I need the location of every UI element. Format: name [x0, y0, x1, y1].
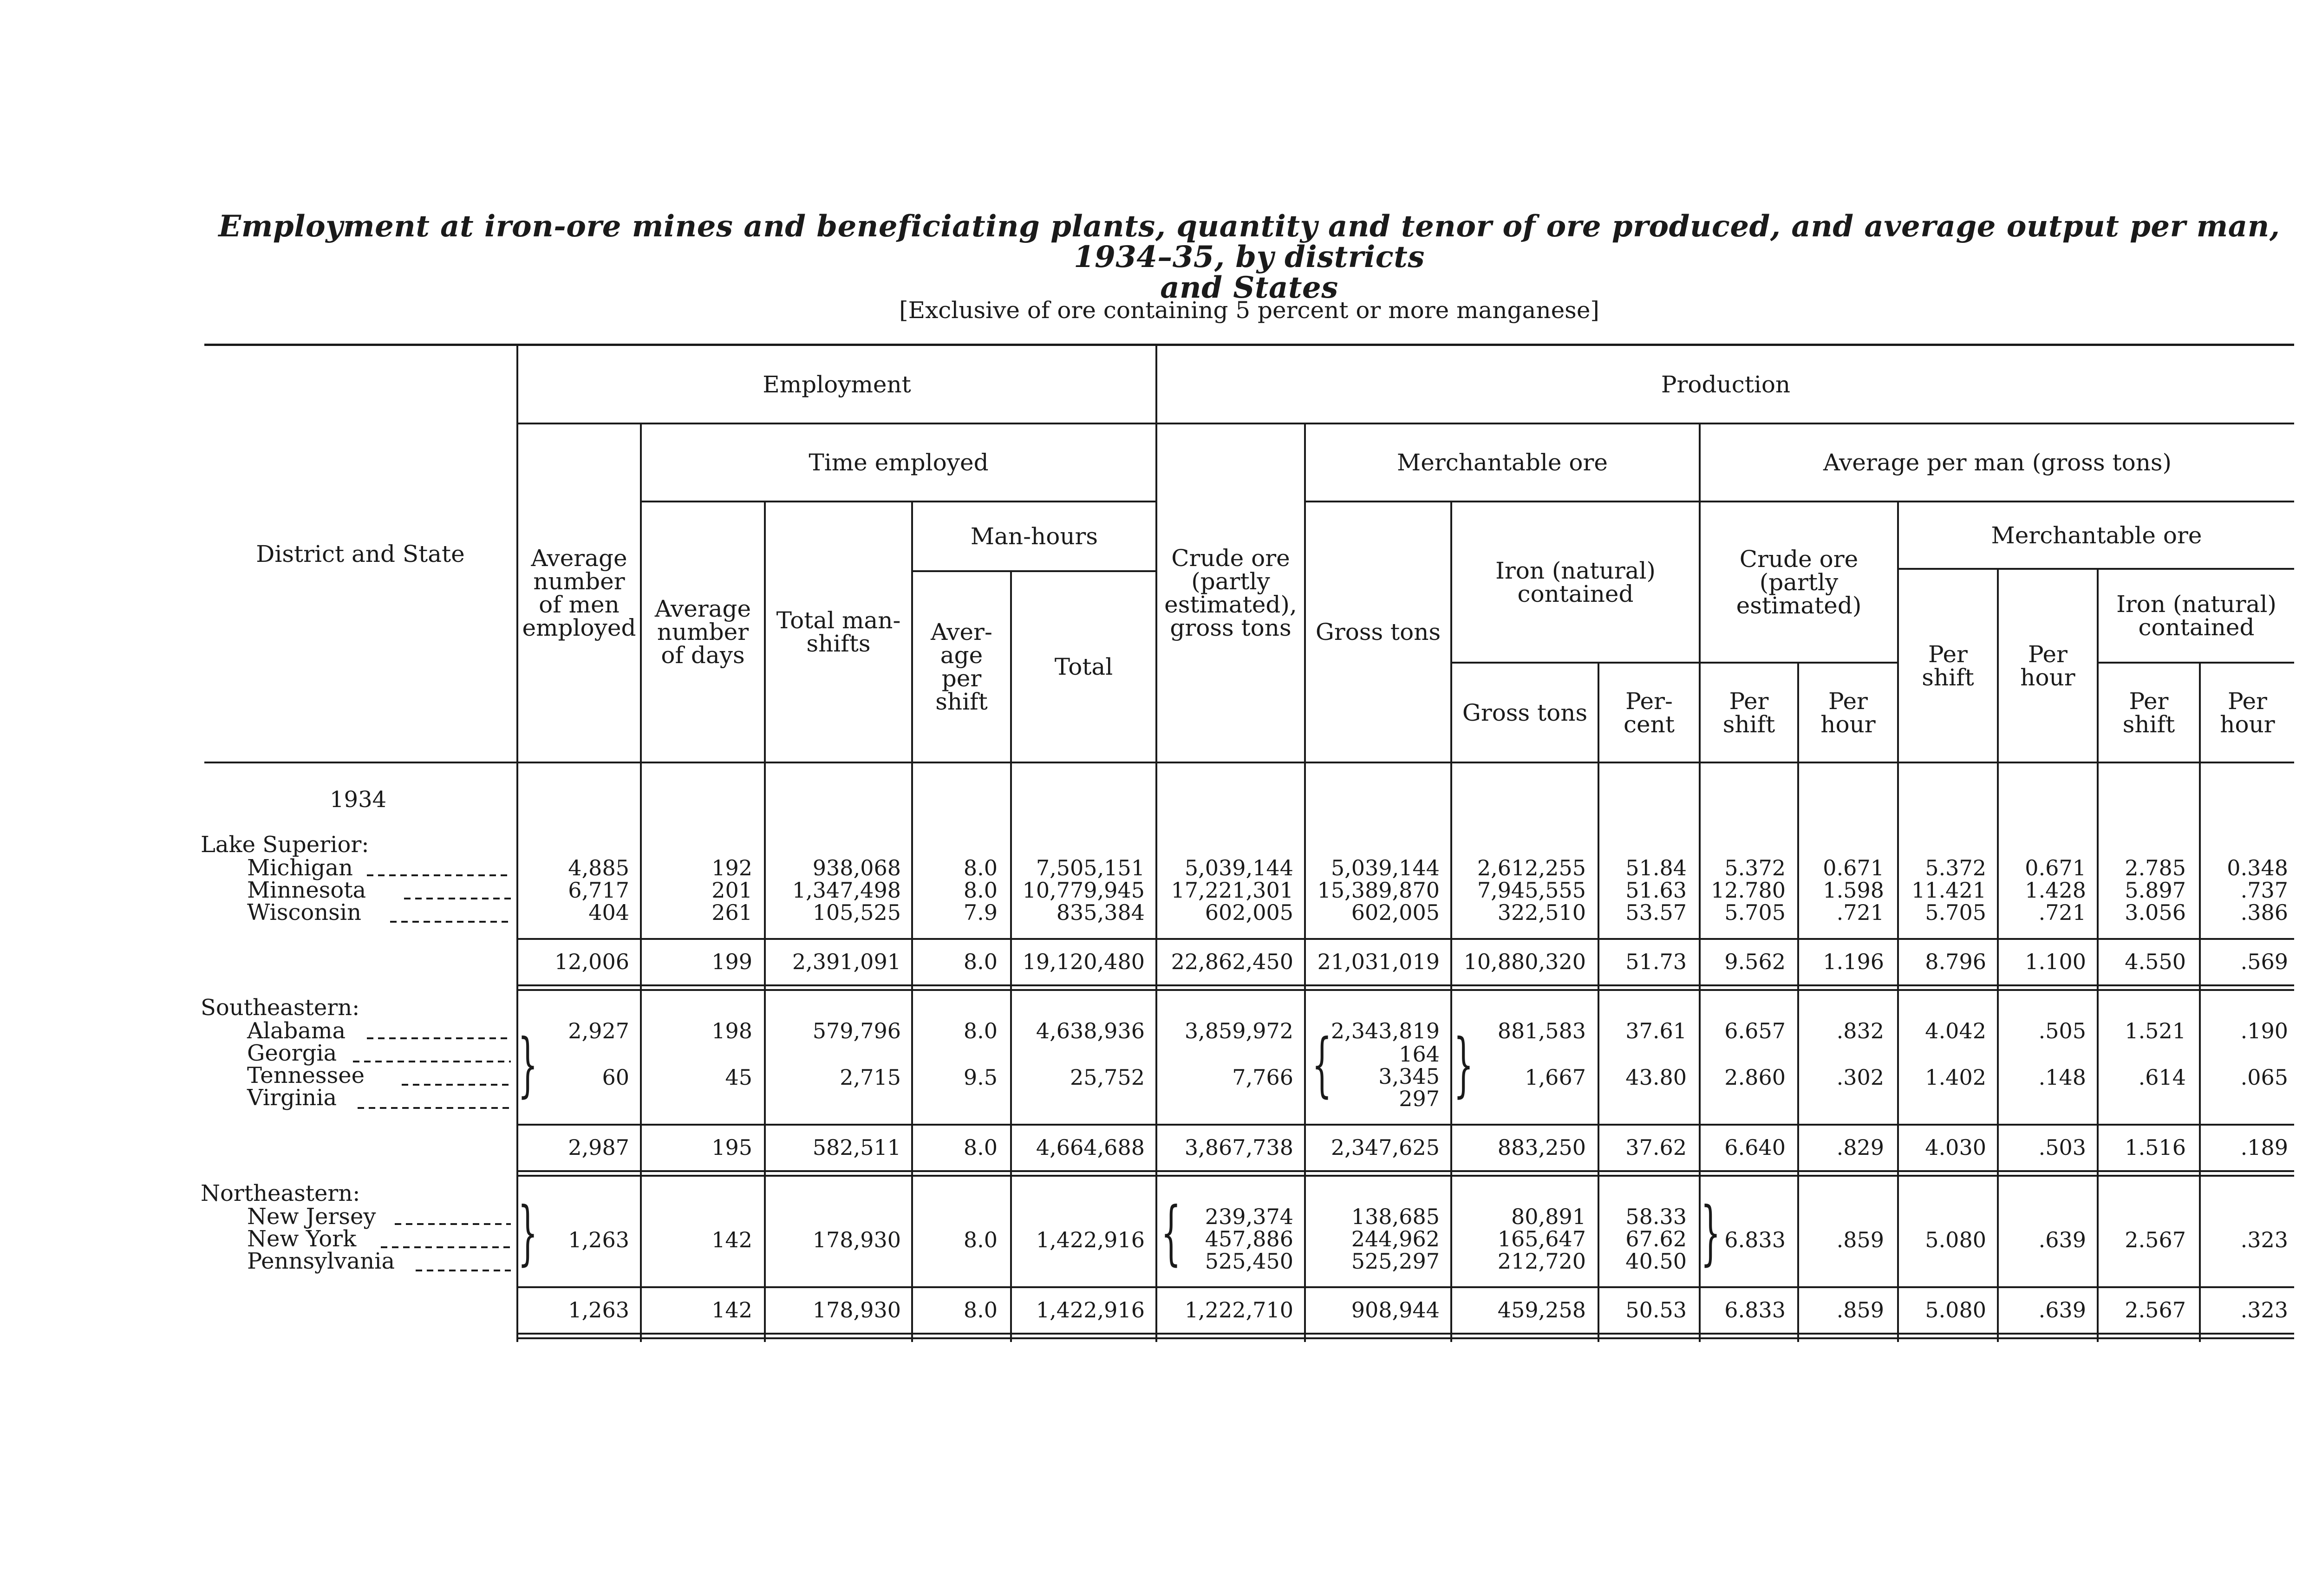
ne-total-m-hour: .639 [2038, 1297, 2086, 1322]
se-group-i-hour: .065 [2240, 1065, 2288, 1090]
header-avg-per-man: Average per man (gross tons) [1823, 449, 2172, 476]
ne-total-c-shift: 6.833 [1724, 1297, 1786, 1322]
header-apm-iron-shift: Per shift [2122, 687, 2175, 738]
se-alabama-iron-pct: 37.61 [1625, 1018, 1687, 1043]
ls-total-iron-pct: 51.73 [1625, 949, 1687, 974]
se-total-crude: 3,867,738 [1184, 1135, 1293, 1160]
se-total-m-hour: .503 [2038, 1135, 2086, 1160]
ls-total-i-hour: .569 [2240, 949, 2288, 974]
se-alabama-men: 2,927 [568, 1018, 629, 1043]
se-alabama-crude: 3,859,972 [1184, 1018, 1293, 1043]
header-man-hours: Man-hours [970, 523, 1098, 550]
se-alabama-mh: 4,638,936 [1036, 1018, 1145, 1043]
table-title-line2: and States [1160, 270, 1338, 305]
se-alabama-c-shift: 6.657 [1724, 1018, 1786, 1043]
southeastern-states: Alabama Georgia Tennessee Virginia [247, 1018, 365, 1111]
se-alabama-hps: 8.0 [963, 1018, 998, 1043]
ls-total-men: 12,006 [554, 949, 629, 974]
se-group-c-hour: .302 [1836, 1065, 1884, 1090]
ne-total-days: 142 [711, 1297, 752, 1322]
header-avg-days: Average number of days [654, 595, 751, 669]
ne-group-i-shift: 2.567 [2125, 1227, 2186, 1252]
ls-hps: 8.0 8.0 7.9 [963, 855, 998, 925]
ne-group-i-hour: .323 [2240, 1227, 2288, 1252]
ne-total-men: 1,263 [568, 1297, 629, 1322]
ls-total-c-hour: 1.196 [1823, 949, 1884, 974]
ls-total-shifts: 2,391,091 [792, 949, 901, 974]
se-merch-brace-left: { [1312, 1024, 1332, 1105]
se-total-m-shift: 4.030 [1925, 1135, 1986, 1160]
se-group-days: 45 [725, 1065, 752, 1090]
se-total-iron-gt: 883,250 [1497, 1135, 1586, 1160]
ls-total-bottom-rule [516, 984, 2294, 986]
header-apm-merch: Merchantable ore [1991, 521, 2202, 549]
ne-total-iron-pct: 50.53 [1625, 1297, 1687, 1322]
se-group-men: 60 [602, 1065, 629, 1090]
ne-total-i-shift: 2.567 [2125, 1297, 2186, 1322]
ls-total-bottom-rule2 [516, 989, 2294, 991]
se-alabama-m-shift: 4.042 [1925, 1018, 1986, 1043]
se-group-iron-gt: 1,667 [1525, 1065, 1586, 1090]
se-alabama-shifts: 579,796 [812, 1018, 901, 1043]
ne-percent-brace: } [1701, 1192, 1721, 1273]
ne-group-m-hour: .639 [2038, 1227, 2086, 1252]
header-apm-crude-shift: Per shift [1722, 687, 1775, 738]
header-apm-iron: Iron (natural) contained [2116, 591, 2276, 641]
header-production: Production [1661, 371, 1791, 398]
se-group-crude: 7,766 [1232, 1065, 1293, 1090]
district-northeastern: Northeastern: [201, 1180, 360, 1206]
district-lake-superior: Lake Superior: [201, 832, 369, 858]
header-iron-percent: Per- cent [1624, 687, 1675, 738]
ne-crude-brace: { [1161, 1192, 1181, 1273]
ls-total-m-hour: 1.100 [2025, 949, 2086, 974]
col-rule [2199, 662, 2201, 1342]
table-title [200, 211, 2299, 303]
ls-total-crude: 22,862,450 [1171, 949, 1293, 974]
ne-group-days: 142 [711, 1227, 752, 1252]
ls-total-c-shift: 9.562 [1724, 949, 1786, 974]
se-total-days: 195 [711, 1135, 752, 1160]
se-group-c-shift: 2.860 [1724, 1065, 1786, 1090]
se-merch-brace-right: } [1454, 1024, 1474, 1105]
header-time-employed: Time employed [809, 449, 989, 476]
ls-iron-gt: 2,612,255 7,945,555 322,510 [1477, 855, 1586, 925]
ne-total-hps: 8.0 [963, 1297, 998, 1322]
ne-group-iron-gt: 80,891 165,647 212,720 [1497, 1204, 1586, 1274]
ne-group-hps: 8.0 [963, 1227, 998, 1252]
header-apm-merch-hour: Per hour [2020, 640, 2075, 691]
header-crude-ore: Crude ore (partly estimated), gross tons [1164, 545, 1297, 641]
ne-group-m-shift: 5.080 [1925, 1227, 1986, 1252]
ls-merch: 5,039,144 15,389,870 602,005 [1317, 855, 1440, 925]
ne-group-iron-pct: 58.33 67.62 40.50 [1625, 1204, 1687, 1274]
ne-total-m-shift: 5.080 [1925, 1297, 1986, 1322]
se-alabama-merch: 2,343,819 [1331, 1018, 1440, 1043]
ls-crude: 5,039,144 17,221,301 602,005 [1171, 855, 1293, 925]
se-total-bottom-rule [516, 1170, 2294, 1172]
ne-group-c-hour: .859 [1836, 1227, 1884, 1252]
col-rule [1797, 662, 1799, 1342]
ne-total-mh: 1,422,916 [1036, 1297, 1145, 1322]
ne-total-bottom-rule [516, 1333, 2294, 1335]
ne-group-brace: } [518, 1192, 538, 1273]
se-total-merch: 2,347,625 [1331, 1135, 1440, 1160]
se-group-merch: 164 3,345 297 [1378, 1042, 1440, 1111]
ls-c-hour: 0.671 1.598 .721 [1823, 855, 1884, 925]
header-avg-men: Average number of men employed [522, 545, 636, 641]
table-title-line1: Employment at iron-ore mines and beneficiating plants, quantity and tenor of ore produced, and average output per man, 1934–35, by districts [218, 209, 2280, 274]
ne-total-crude: 1,222,710 [1184, 1297, 1293, 1322]
ne-total-merch: 908,944 [1351, 1297, 1440, 1322]
se-total-c-hour: .829 [1836, 1135, 1884, 1160]
ls-days: 192 201 261 [711, 855, 752, 925]
ls-i-hour: 0.348 .737 .386 [2227, 855, 2288, 925]
header-total-manshifts: Total man- shifts [776, 607, 901, 657]
ne-group-shifts: 178,930 [812, 1227, 901, 1252]
se-total-mh: 4,664,688 [1036, 1135, 1145, 1160]
ne-group-crude: 239,374 457,886 525,450 [1205, 1204, 1293, 1274]
ls-total-mh: 19,120,480 [1022, 949, 1145, 974]
ls-men: 4,885 6,717 404 [568, 855, 629, 925]
ls-m-shift: 5.372 11.421 5.705 [1911, 855, 1986, 925]
se-total-top-rule [516, 1124, 2294, 1126]
header-apm-merch-shift: Per shift [1922, 640, 1974, 691]
ne-total-i-hour: .323 [2240, 1297, 2288, 1322]
se-group-iron-pct: 43.80 [1625, 1065, 1687, 1090]
ls-total-days: 199 [711, 949, 752, 974]
se-alabama-days: 198 [711, 1018, 752, 1043]
header-iron-contained: Iron (natural) contained [1495, 557, 1656, 607]
ls-total-merch: 21,031,019 [1317, 949, 1440, 974]
header-employment: Employment [763, 371, 911, 398]
ne-group-c-shift: 6.833 [1724, 1227, 1786, 1252]
ls-total-hps: 8.0 [963, 949, 998, 974]
ls-total-iron-gt: 10,880,320 [1463, 949, 1586, 974]
ls-total-i-shift: 4.550 [2125, 949, 2186, 974]
header-iron-gross-tons: Gross tons [1462, 699, 1588, 726]
year-label: 1934 [330, 787, 387, 813]
se-total-men: 2,987 [568, 1135, 629, 1160]
se-alabama-m-hour: .505 [2038, 1018, 2086, 1043]
se-group-mh: 25,752 [1070, 1065, 1145, 1090]
ls-mh: 7,505,151 10,779,945 835,384 [1022, 855, 1145, 925]
ne-group-merch: 138,685 244,962 525,297 [1351, 1204, 1440, 1274]
ne-total-bottom-rule2 [516, 1337, 2294, 1339]
se-group-m-hour: .148 [2038, 1065, 2086, 1090]
se-alabama-iron-gt: 881,583 [1497, 1018, 1586, 1043]
district-southeastern: Southeastern: [201, 995, 360, 1021]
col-rule [1598, 662, 1599, 1342]
se-total-c-shift: 6.640 [1724, 1135, 1786, 1160]
ne-total-top-rule [516, 1286, 2294, 1288]
se-total-i-hour: .189 [2240, 1135, 2288, 1160]
ls-m-hour: 0.671 1.428 .721 [2025, 855, 2086, 925]
ne-group-men: 1,263 [568, 1227, 629, 1252]
se-alabama-i-hour: .190 [2240, 1018, 2288, 1043]
table-subtitle: [Exclusive of ore containing 5 percent or more manganese] [899, 297, 1599, 324]
se-total-hps: 8.0 [963, 1135, 998, 1160]
header-gross-tons: Gross tons [1315, 619, 1441, 645]
se-total-iron-pct: 37.62 [1625, 1135, 1687, 1160]
ls-total-m-shift: 8.796 [1925, 949, 1986, 974]
se-total-i-shift: 1.516 [2125, 1135, 2186, 1160]
ls-iron-pct: 51.84 51.63 53.57 [1625, 855, 1687, 925]
se-group-m-shift: 1.402 [1925, 1065, 1986, 1090]
header-apm-crude: Crude ore (partly estimated) [1736, 545, 1862, 619]
ls-total-top-rule [516, 938, 2294, 940]
ne-total-c-hour: .859 [1836, 1297, 1884, 1322]
ne-total-shifts: 178,930 [812, 1297, 901, 1322]
header-mh-total: Total [1054, 653, 1113, 680]
se-group-shifts: 2,715 [840, 1065, 901, 1090]
se-group-hps: 9.5 [963, 1065, 998, 1090]
ls-c-shift: 5.372 12.780 5.705 [1711, 855, 1786, 925]
header-apm-iron-hour: Per hour [2220, 687, 2275, 738]
se-group-brace: } [518, 1024, 538, 1105]
ne-group-mh: 1,422,916 [1036, 1227, 1145, 1252]
ne-total-iron-gt: 459,258 [1497, 1297, 1586, 1322]
se-group-i-shift: .614 [2138, 1065, 2186, 1090]
se-alabama-i-shift: 1.521 [2125, 1018, 2186, 1043]
header-merchantable-ore: Merchantable ore [1397, 449, 1608, 476]
ls-shifts: 938,068 1,347,498 105,525 [792, 855, 901, 925]
lake-superior-states: Michigan Minnesota Wisconsin [247, 855, 366, 925]
ls-i-shift: 2.785 5.897 3.056 [2125, 855, 2186, 925]
header-apm-crude-hour: Per hour [1820, 687, 1876, 738]
se-alabama-c-hour: .832 [1836, 1018, 1884, 1043]
northeastern-states: New Jersey New York Pennsylvania [247, 1204, 395, 1274]
header-avg-per-shift: Aver- age per shift [931, 619, 992, 715]
se-total-bottom-rule2 [516, 1175, 2294, 1177]
header-district: District and State [256, 540, 465, 567]
se-total-shifts: 582,511 [812, 1135, 901, 1160]
